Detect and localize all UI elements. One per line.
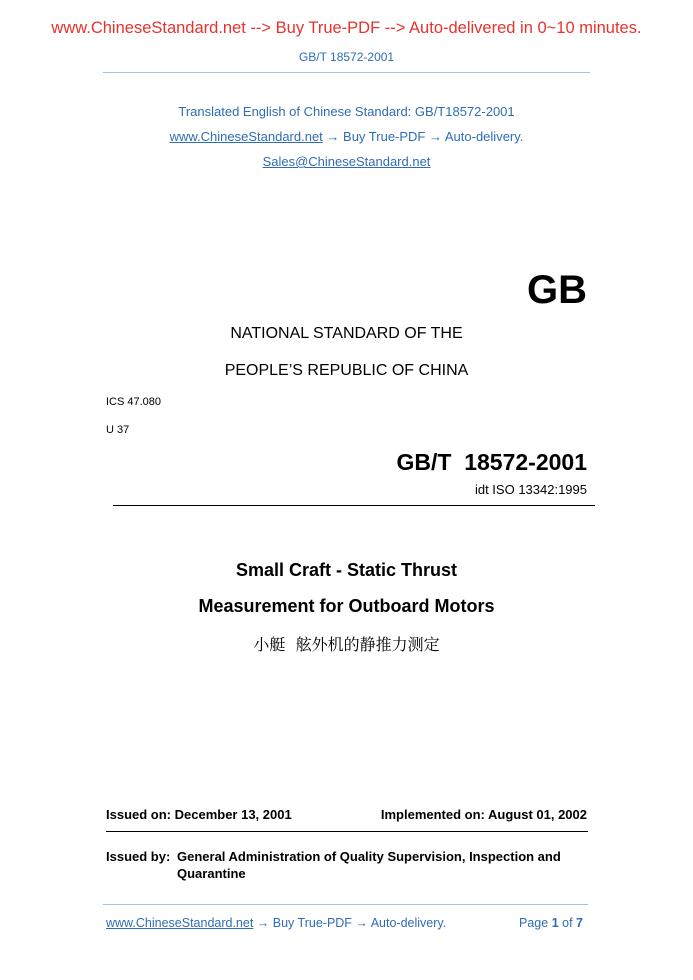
doc-title-line2: Measurement for Outboard Motors: [198, 596, 495, 616]
gb-logo: GB: [527, 268, 587, 312]
sales-email-link[interactable]: Sales@ChineseStandard.net: [262, 154, 431, 169]
translation-delivery-line: [0, 129, 693, 144]
issued-by-label: Issued by:: [106, 849, 171, 864]
of-label: of: [562, 916, 573, 930]
footer-site-link[interactable]: www.ChineseStandard.net: [106, 916, 254, 930]
running-header: GB/T 18572-2001: [298, 50, 395, 64]
doc-title-chinese: 小艇 舷外机的静推力测定: [253, 635, 440, 654]
page-number: 1: [551, 916, 559, 930]
delivery-text: → Buy True-PDF → Auto-delivery.: [322, 129, 524, 144]
ccs-code: U 37: [106, 424, 130, 436]
title-rule: [113, 505, 595, 506]
implemented-on: Implemented on: August 01, 2002: [380, 807, 587, 822]
site-link[interactable]: www.ChineseStandard.net: [169, 129, 323, 144]
issued-by-line2: Quarantine: [177, 866, 246, 881]
promo-banner: www.ChineseStandard.net --> Buy True-PDF --> Auto-delivered in 0~10 minutes.: [51, 19, 642, 37]
national-title-line2: PEOPLE’S REPUBLIC OF CHINA: [224, 362, 469, 379]
footer-rule: [103, 904, 588, 905]
footer-delivery-text: → Buy True-PDF → Auto-delivery.: [253, 916, 447, 930]
translation-line: Translated English of Chinese Standard: GB/T18572-2001: [178, 104, 515, 119]
page-label: Page: [519, 916, 549, 930]
email-line: [0, 154, 693, 169]
dates-rule: [106, 831, 588, 832]
national-title-line1: NATIONAL STANDARD OF THE: [230, 325, 463, 342]
ics-code: ICS 47.080: [106, 396, 162, 408]
issued-on: Issued on: December 13, 2001: [106, 807, 292, 822]
header-rule: [103, 72, 590, 73]
doc-title-line1: Small Craft - Static Thrust: [235, 560, 458, 580]
page-total: 7: [576, 916, 583, 930]
idt-reference: idt ISO 13342:1995: [474, 482, 587, 497]
issued-by-line1: General Administration of Quality Supervision, Inspection and: [177, 849, 561, 864]
page-indicator: [519, 916, 583, 930]
standard-number: GB/T 18572-2001: [396, 449, 587, 475]
footer-delivery-line: [106, 916, 446, 930]
